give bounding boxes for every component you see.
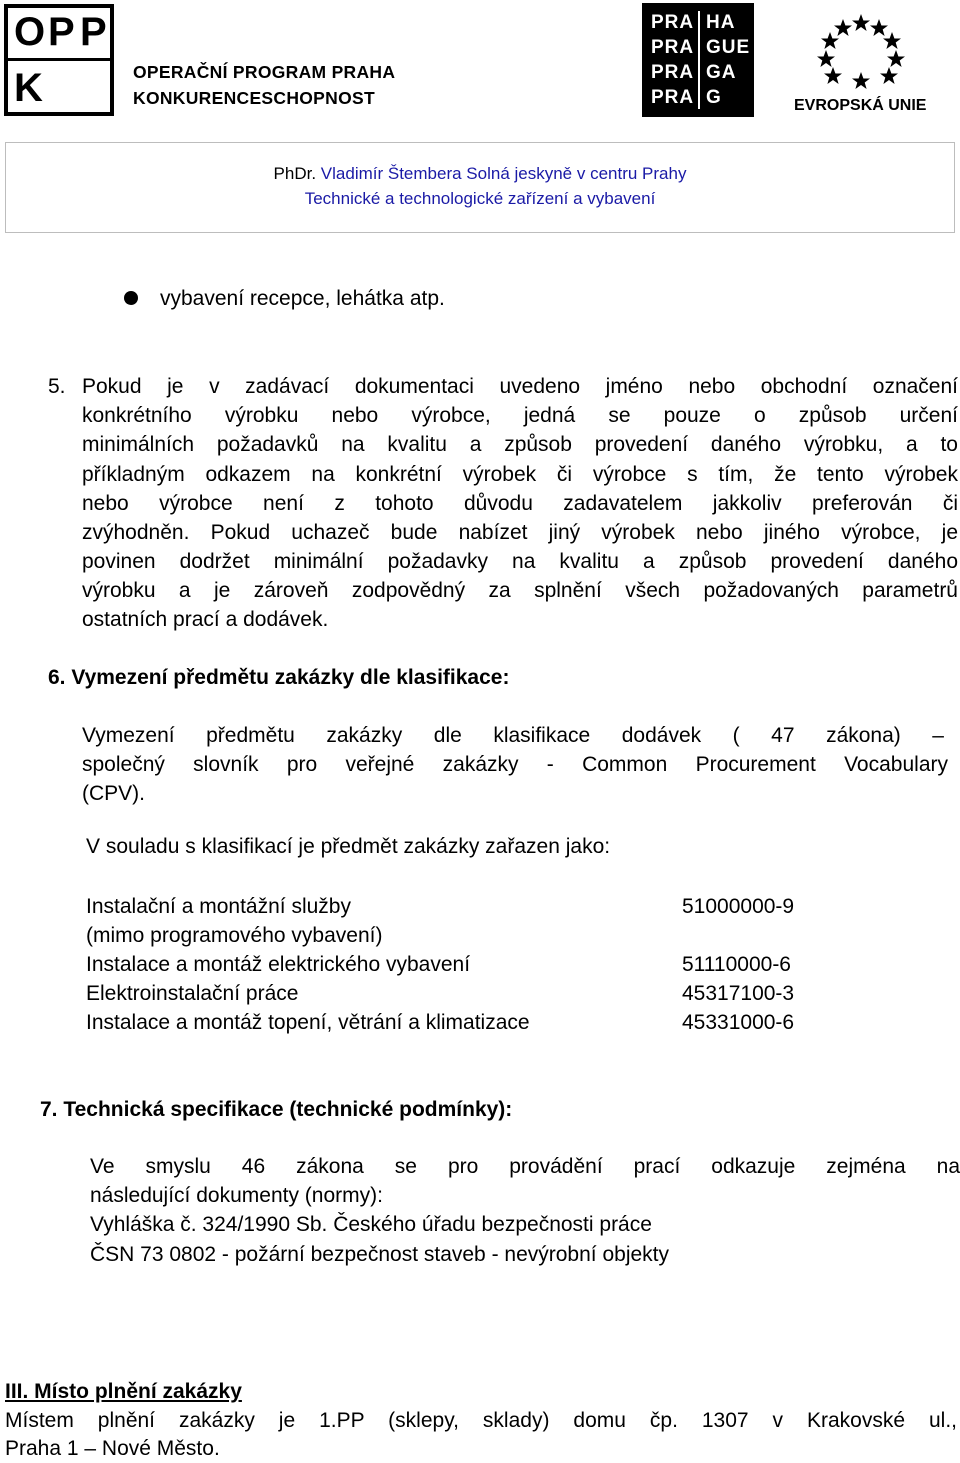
section5-number: 5. xyxy=(48,375,66,398)
section5-line: ostatních prací a dodávek. xyxy=(82,608,329,631)
praha-cell: G xyxy=(706,87,722,108)
document-header xyxy=(5,142,955,233)
cpv-item-label: Instalace a montáž topení, větrání a klimatizace xyxy=(86,1011,530,1034)
section5-line: minimálních požadavků na kvalitu a způsob provedení daného výrobku, a to xyxy=(82,433,958,456)
opp-letter-k: K xyxy=(14,66,43,110)
opp-letter-p2: P xyxy=(80,10,107,54)
praha-cell: PRA xyxy=(651,37,695,58)
section3-line: Praha 1 – Nové Město. xyxy=(5,1437,220,1460)
author-prefix: PhDr. xyxy=(273,164,317,183)
praha-logo-divider xyxy=(698,11,700,109)
cpv-item-code: 51000000-9 xyxy=(682,895,795,918)
section7-heading: 7. Technická specifikace (technické podmínky): xyxy=(40,1098,513,1121)
praha-cell: PRA xyxy=(651,12,695,33)
section5-line: výrobku a je zároveň zodpovědný za splnění všech požadovaných parametrů xyxy=(82,579,958,602)
praha-cell: HA xyxy=(706,12,736,33)
praha-cell: PRA xyxy=(651,62,695,83)
section5-line: příkladným odkazem na konkrétní výrobek či výrobce s tím, že tento výrobek xyxy=(82,463,958,486)
opp-title-line1: OPERAČNÍ PROGRAM PRAHA xyxy=(133,62,396,82)
opp-divider xyxy=(8,58,110,61)
eu-label: EVROPSKÁ UNIE xyxy=(794,97,927,114)
section5-line: Pokud je v zadávací dokumentaci uvedeno jméno nebo obchodní označení xyxy=(82,375,958,398)
cpv-item-label: (mimo programového vybavení) xyxy=(86,924,383,947)
praha-logo xyxy=(642,3,754,117)
section7-line: Vyhláška č. 324/1990 Sb. Českého úřadu bezpečnosti práce xyxy=(90,1213,652,1236)
bullet-item-text: vybavení recepce, lehátka atp. xyxy=(160,287,445,310)
header-subtitle: Technické a technologické zařízení a vybavení xyxy=(304,189,656,208)
section6-para-line: Vymezení předmětu zakázky dle klasifikace dodávek ( 47 zákona) – xyxy=(82,724,944,747)
cpv-item-label: Instalační a montážní služby xyxy=(86,895,351,918)
section5-line: konkrétního výrobku nebo výrobce, jedná se pouze o způsob určení xyxy=(82,404,958,427)
cpv-item-label: Elektroinstalační práce xyxy=(86,982,299,1005)
opp-letter-o: O xyxy=(14,10,46,54)
cpv-item-code: 45331000-6 xyxy=(682,1011,795,1034)
section6-para-line: společný slovník pro veřejné zakázky - Common Procurement Vocabulary xyxy=(82,753,948,776)
cpv-item-label: Instalace a montáž elektrického vybavení xyxy=(86,953,471,976)
bullet-icon xyxy=(124,291,138,305)
section5-line: povinen dodržet minimální požadavky na kvalitu a způsob provedení daného xyxy=(82,550,958,573)
cpv-item-code: 51110000-6 xyxy=(682,953,791,976)
section6-intro: V souladu s klasifikací je předmět zakázky zařazen jako: xyxy=(86,835,611,858)
praha-cell: PRA xyxy=(651,87,695,108)
header-author-line xyxy=(6,164,954,184)
opp-title-line2: KONKURENCESCHOPNOST xyxy=(133,88,375,108)
section5-line: zvýhodněn. Pokud uchazeč bude nabízet jiný výrobek nebo jiného výrobce, je xyxy=(82,521,958,544)
section7-line: Ve smyslu 46 zákona se pro provádění prací odkazuje zejména na xyxy=(90,1155,960,1178)
cpv-item-code: 45317100-3 xyxy=(682,982,795,1005)
praha-cell: GUE xyxy=(706,37,751,58)
opp-logo-frame xyxy=(4,4,114,116)
section7-line: ČSN 73 0802 - požární bezpečnost staveb - nevýrobní objekty xyxy=(90,1243,669,1266)
section5-line: nebo výrobce není z tohoto důvodu zadavatelem jakkoliv preferován či xyxy=(82,492,958,515)
eu-stars-icon xyxy=(815,12,907,90)
section7-line: následující dokumenty (normy): xyxy=(90,1184,383,1207)
author-title-link[interactable]: Vladimír Štembera Solná jeskyně v centru Prahy xyxy=(320,164,687,183)
opp-letter-p1: P xyxy=(48,10,75,54)
section6-heading: 6. Vymezení předmětu zakázky dle klasifikace: xyxy=(48,666,510,689)
section3-heading: III. Místo plnění zakázky xyxy=(5,1380,242,1403)
praha-cell: GA xyxy=(706,62,737,83)
section6-para-line: (CPV). xyxy=(82,782,145,805)
section3-line: Místem plnění zakázky je 1.PP (sklepy, sklady) domu čp. 1307 v Krakovské ul., xyxy=(5,1409,957,1432)
